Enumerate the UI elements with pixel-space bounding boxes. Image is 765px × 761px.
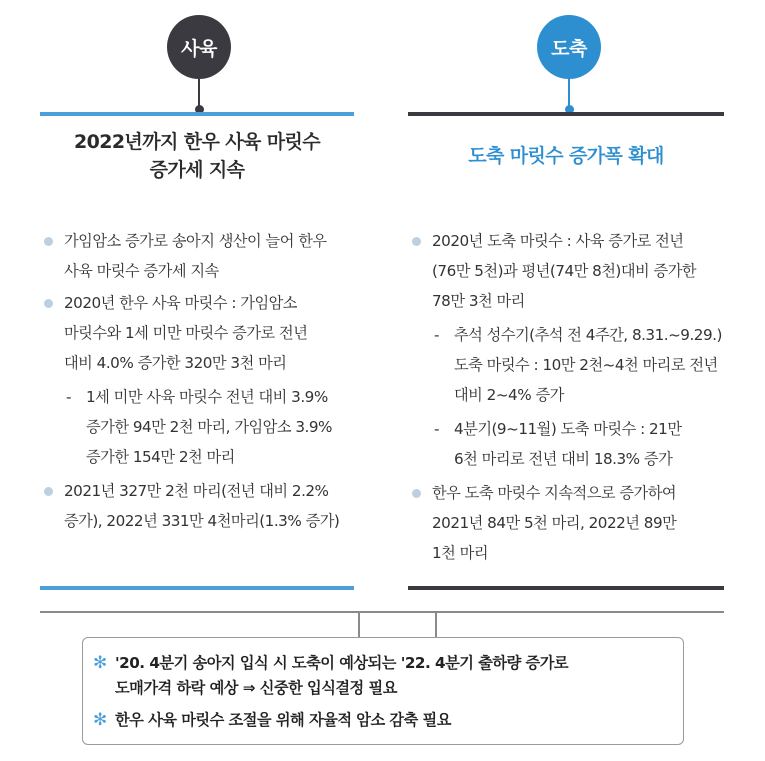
right-bottom-rule [408,586,724,590]
line: 1세 미만 사육 마릿수 전년 대비 3.9% [86,388,328,406]
slaughter-badge-label: 도축 [551,37,587,60]
bullet-dot [412,489,421,498]
line: 마릿수와 1세 미만 마릿수 증가로 전년 [64,324,308,342]
left-top-rule [40,112,354,116]
line: 증가), 2022년 331만 4천마리(1.3% 증가) [64,512,340,530]
left-item-2 [44,288,356,378]
dash-marker: - [434,420,439,438]
right-subitem-2 [412,414,726,474]
summary-item-2-text: 한우 사육 마릿수 조절을 위해 자율적 암소 감축 필요 [115,711,451,729]
bullet-dot [412,237,421,246]
line: 2021년 327만 2천 마리(전년 대비 2.2% [64,482,329,500]
line: 78만 3천 마리 [432,292,525,310]
summary-item-1-line-1: '20. 4분기 송아지 입식 시 도축이 예상되는 '22. 4분기 출하량 증가로 [115,654,569,672]
right-item-list [412,226,726,570]
asterisk-icon: ✻ [93,653,107,673]
left-title-line-2: 증가세 지속 [149,159,245,181]
left-bottom-rule [40,586,354,590]
line: 2021년 84만 5천 마리, 2022년 89만 [432,514,677,532]
right-title-line: 도축 마릿수 증가폭 확대 [468,145,664,167]
line: 2020년 한우 사육 마릿수 : 가임암소 [64,294,297,312]
line: 1천 마리 [432,544,489,562]
line: 증가한 154만 2천 마리 [86,448,235,466]
dash-marker: - [434,326,439,344]
line: 한우 도축 마릿수 지속적으로 증가하여 [432,484,677,502]
rearing-badge-label: 사육 [181,37,217,60]
left-column-title [40,128,354,184]
line: 4분기(9~11월) 도축 마릿수 : 21만 [454,420,682,438]
line: 대비 2~4% 증가 [454,386,564,404]
line: 대비 4.0% 증가한 320만 3천 마리 [64,354,287,372]
bullet-dot [44,237,53,246]
summary-item-2 [93,708,673,733]
line: 2020년 도축 마릿수 : 사육 증가로 전년 [432,232,684,250]
asterisk-icon: ✻ [93,710,107,730]
right-item-1 [412,226,726,316]
summary-item-1-line-2: 도매가격 하락 예상 ⇒ 신중한 입식결정 필요 [115,679,397,697]
right-column-title [408,142,724,170]
right-subitem-1 [412,320,726,410]
left-item-1 [44,226,356,286]
bullet-dot [44,299,53,308]
right-top-rule [408,112,724,116]
left-item-list [44,226,356,538]
dash-marker: - [66,388,71,406]
summary-box [82,637,684,745]
left-subitem-1 [44,382,356,472]
line: 사육 마릿수 증가세 지속 [64,262,219,280]
left-title-line-1: 2022년까지 한우 사육 마릿수 [73,131,321,153]
connector-left-drop [358,612,360,638]
line: (76만 5천)과 평년(74만 8천)대비 증가한 [432,262,697,280]
slaughter-badge [537,15,601,79]
connector-right-drop [435,612,437,638]
line: 추석 성수기(추석 전 4주간, 8.31.~9.29.) [454,326,722,344]
connector-horizontal [40,611,724,613]
summary-item-1 [93,651,673,701]
line: 증가한 94만 2천 마리, 가임암소 3.9% [86,418,332,436]
right-item-2 [412,478,726,568]
line: 도축 마릿수 : 10만 2천~4천 마리로 전년 [454,356,718,374]
left-item-3 [44,476,356,536]
rearing-badge [167,15,231,79]
line: 가임암소 증가로 송아지 생산이 늘어 한우 [64,232,327,250]
line: 6천 마리로 전년 대비 18.3% 증가 [454,450,673,468]
bullet-dot [44,487,53,496]
